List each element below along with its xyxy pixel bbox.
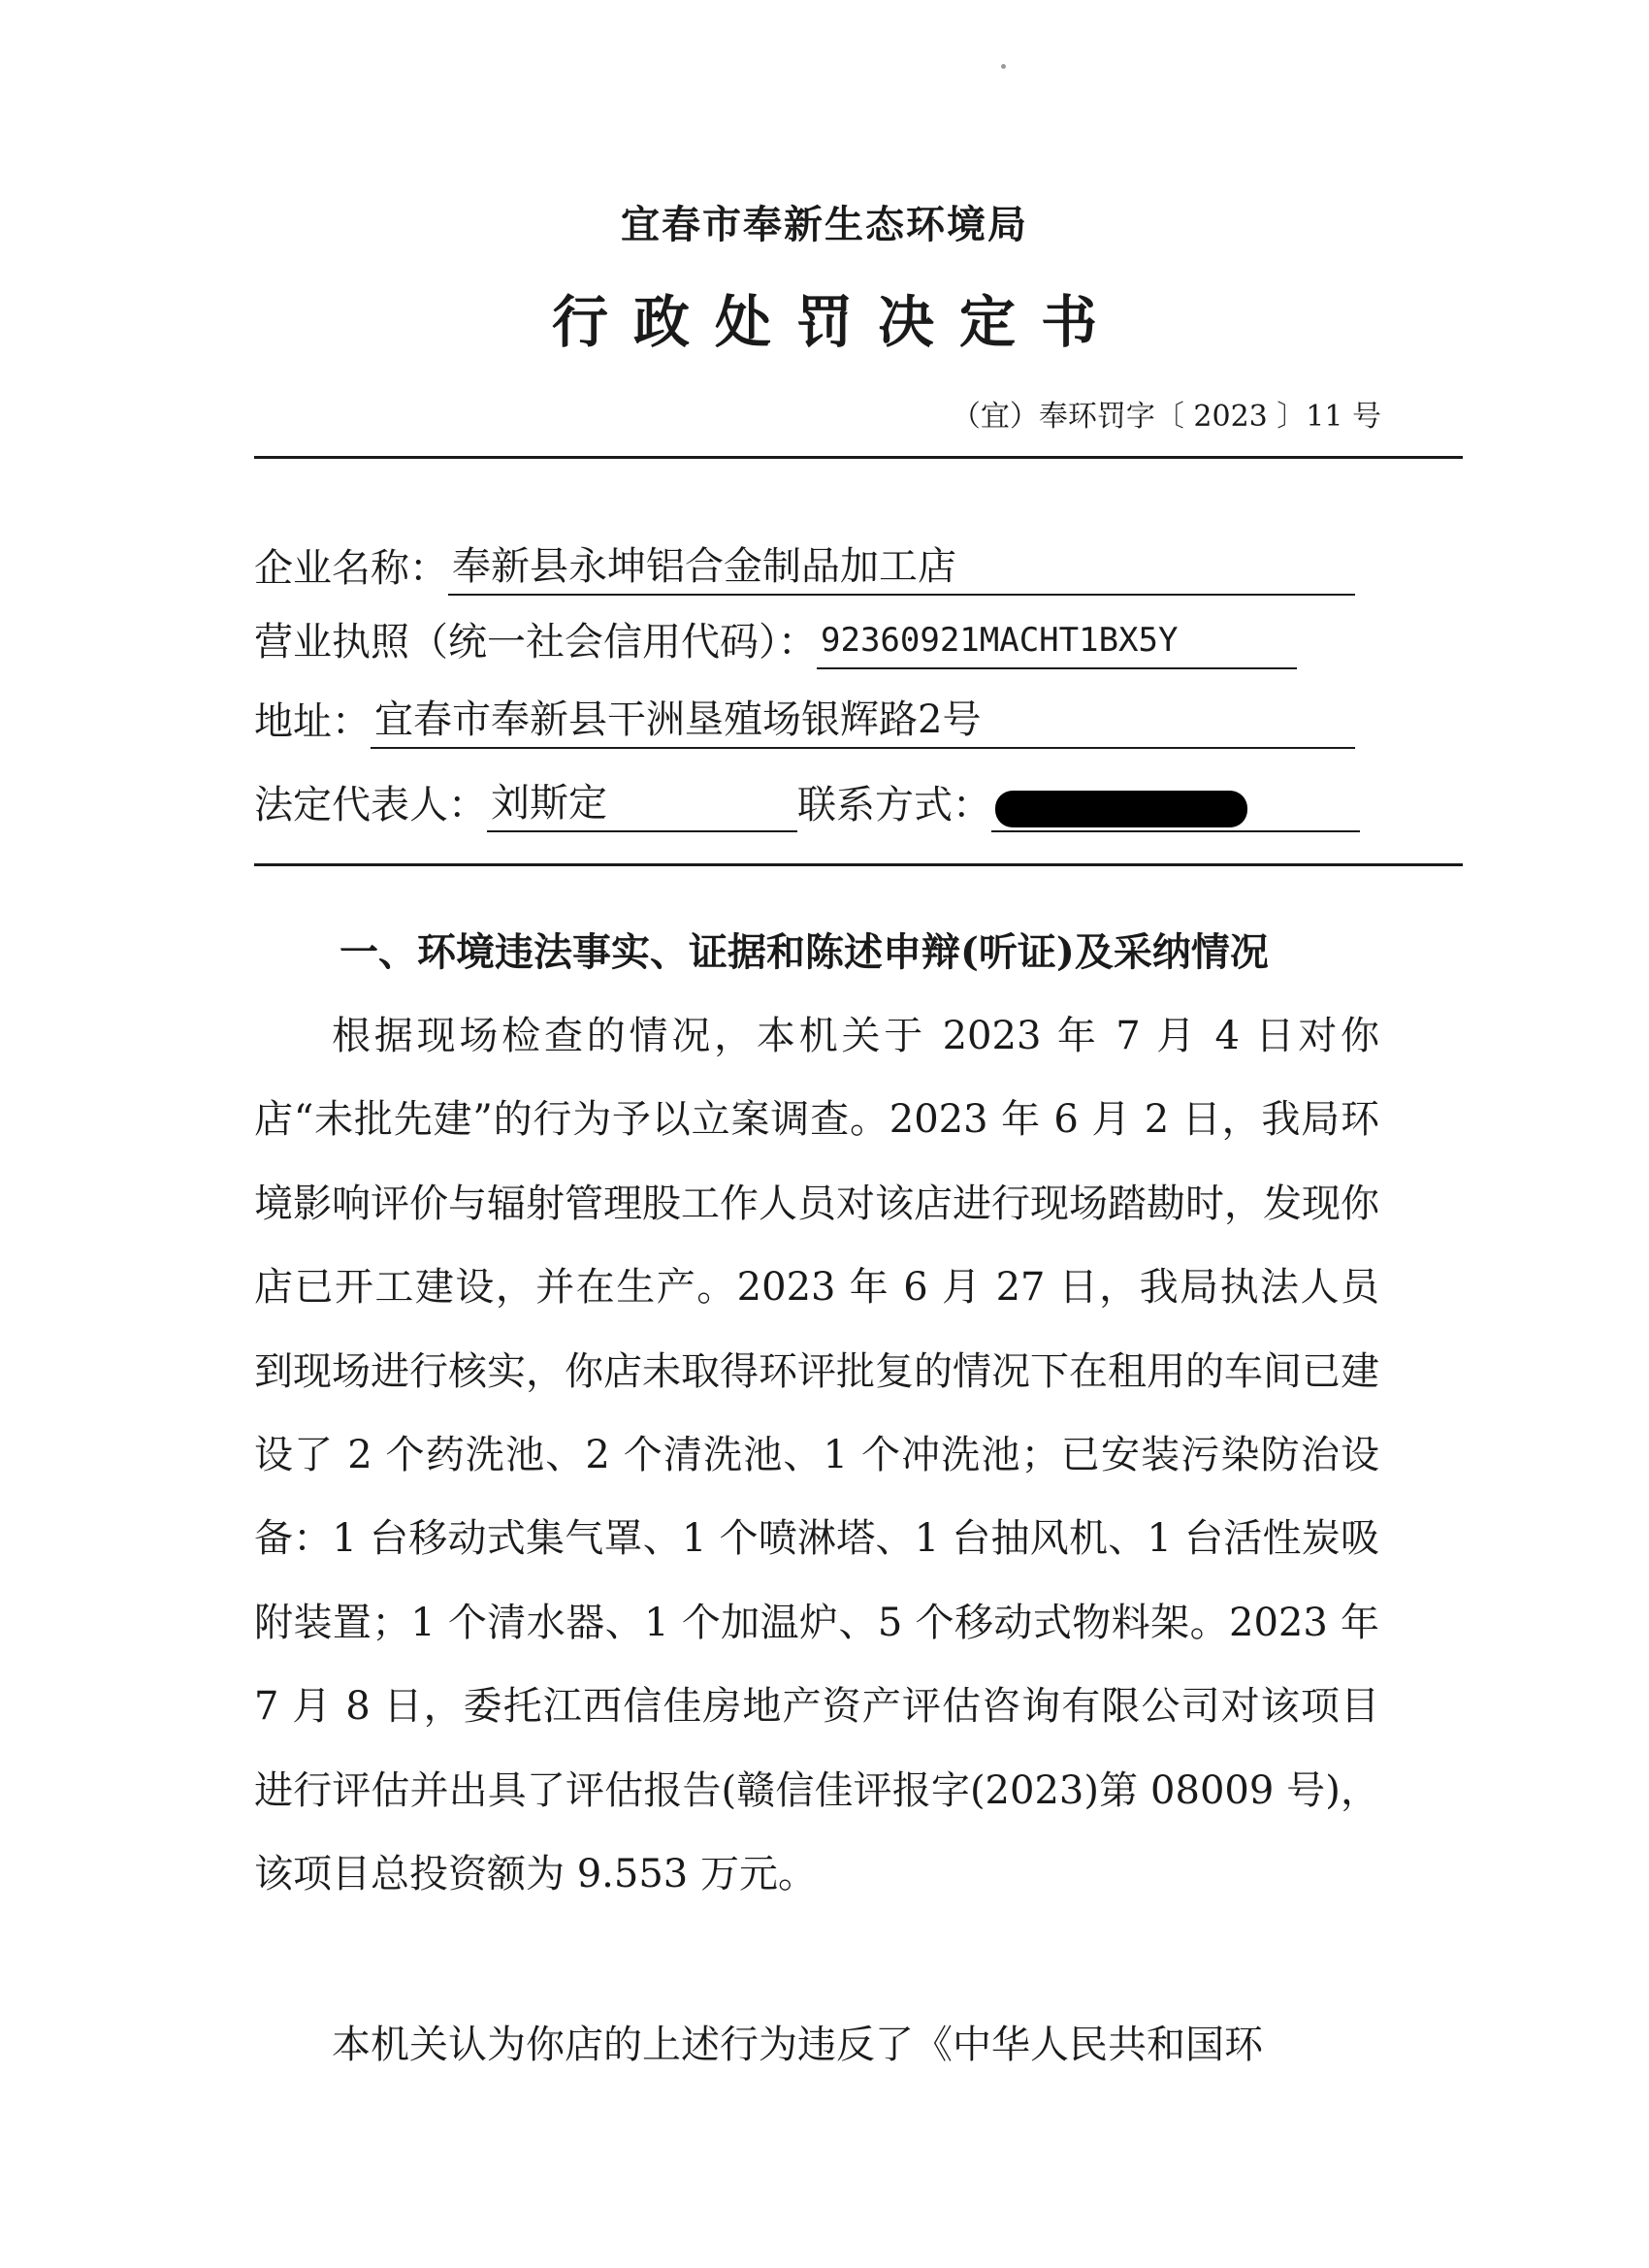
scan-speck [1001, 64, 1006, 69]
legal-rep-value: 刘斯定 [487, 776, 797, 832]
address-label: 地址： [254, 699, 371, 744]
business-license-label: 营业执照（统一社会信用代码）： [254, 620, 817, 664]
conclusion-paragraph: 本机关认为你店的上述行为违反了《中华人民共和国环 [332, 2023, 1263, 2067]
business-license-value: 92360921MACHT1BX5Y [817, 613, 1297, 669]
company-name-label: 企业名称： [254, 546, 448, 591]
address-row [254, 693, 1355, 749]
party-divider [254, 863, 1463, 866]
legal-rep-label: 法定代表人： [254, 783, 487, 827]
company-name-row [254, 539, 1355, 596]
legal-rep-row [254, 776, 1360, 832]
document-title: 行政处罚决定书 [551, 289, 1122, 355]
document-number: （宜）奉环罚字〔 2023 〕11 号 [951, 400, 1381, 434]
contact-label: 联系方式： [797, 783, 991, 827]
redaction-bar [995, 791, 1247, 827]
agency-name: 宜春市奉新生态环境局 [621, 202, 1028, 247]
section-heading: 一、环境违法事实、证据和陈述申辩(听证)及采纳情况 [340, 929, 1269, 975]
business-license-row [254, 613, 1297, 669]
facts-paragraph: 根据现场检查的情况，本机关于 2023 年 7 月 4 日对你店“未批先建”的行为予以立案调查。2023 年 6 月 2 日，我局环境影响评价与辐射管理股工作人员对该店进行现场踏勘时，发现你店已开工建设，并在生产。2023 年 6 月 27 日，我局执法人员到现场进行核实，你店未取得环评批复的情况下在租用的车间已建设了 2 个药洗池、2 个清洗池、1 个冲洗池；已安装污染防治设备：1 台移动式集气罩、1 个喷淋塔、1 台抽风机、1 台活性炭吸附装置；1 个清水器、1 个加温炉、5 个移动式物料架。2023 年 7 月 8 日，委托江西信佳房地产资产评估咨询有限公司对该项目进行评估并出具了评估报告(赣信佳评报字(2023)第 08009 号)，该项目总投资额为 9.553 万元。 [254, 1014, 1379, 1897]
company-name-value: 奉新县永坤铝合金制品加工店 [448, 539, 1355, 596]
header-divider [254, 456, 1463, 459]
contact-value [991, 776, 1360, 832]
address-value: 宜春市奉新县干洲垦殖场银辉路2号 [371, 693, 1355, 749]
